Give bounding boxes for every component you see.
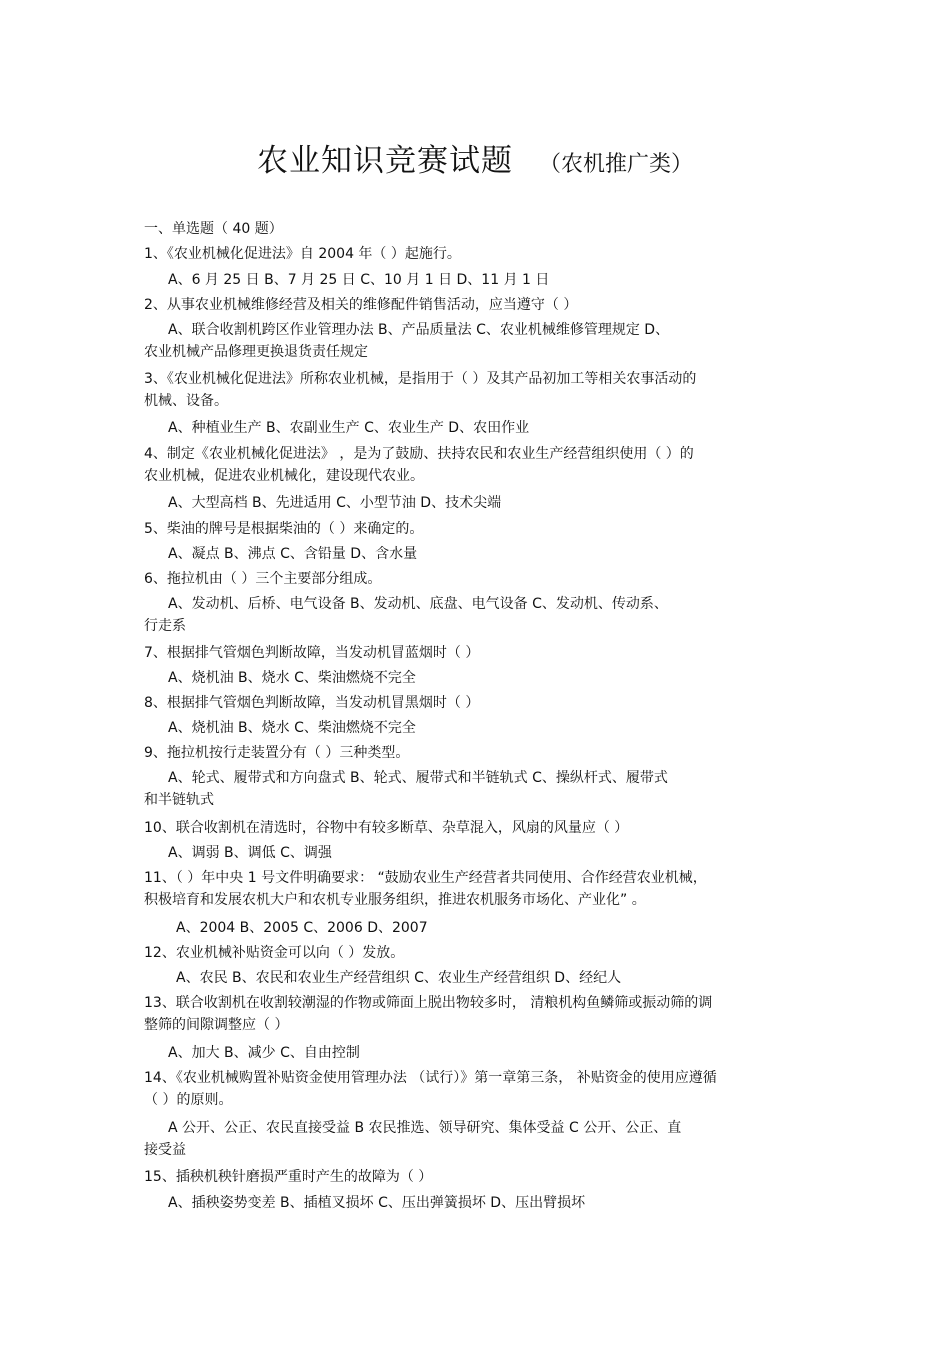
question-15: 15、插秧机秧针磨损严重时产生的故障为（ ）	[144, 1169, 433, 1185]
options-13: A、加大 B、减少 C、自由控制	[168, 1045, 360, 1061]
options-14-cont: 接受益	[144, 1142, 186, 1158]
options-4: A、大型高档 B、先进适用 C、小型节油 D、技术尖端	[168, 495, 502, 511]
question-7: 7、根据排气管烟色判断故障，当发动机冒蓝烟时（ ）	[144, 645, 480, 661]
options-3: A、种植业生产 B、农副业生产 C、农业生产 D、农田作业	[168, 420, 530, 436]
page-title	[0, 135, 950, 180]
question-14-cont: （ ）的原则。	[144, 1092, 233, 1108]
options-8: A、烧机油 B、烧水 C、柴油燃烧不完全	[168, 720, 416, 736]
title-main: 农业知识竞赛试题	[256, 143, 513, 179]
question-13: 13、联合收割机在收割较潮湿的作物或筛面上脱出物较多时， 清粮机构鱼鳞筛或振动筛的调	[144, 995, 713, 1011]
question-11-cont: 积极培育和发展农机大户和农机专业服务组织，推进农机服务市场化、产业化” 。	[144, 892, 646, 908]
question-3: 3、《农业机械化促进法》所称农业机械，是指用于（ ）及其产品初加工等相关农事活动的	[144, 371, 697, 387]
question-9: 9、拖拉机按行走装置分有（ ）三种类型。	[144, 745, 410, 761]
options-2-cont: 农业机械产品修理更换退货责任规定	[144, 344, 368, 360]
question-8: 8、根据排气管烟色判断故障，当发动机冒黑烟时（ ）	[144, 695, 480, 711]
question-5: 5、柴油的牌号是根据柴油的（ ）来确定的。	[144, 521, 424, 537]
options-7: A、烧机油 B、烧水 C、柴油燃烧不完全	[168, 670, 416, 686]
question-4-cont: 农业机械，促进农业机械化，建设现代农业。	[144, 468, 424, 484]
options-1: A、6 月 25 日 B、7 月 25 日 C、10 月 1 日 D、11 月 1 日	[168, 272, 550, 288]
options-6: A、发动机、后桥、电气设备 B、发动机、底盘、电气设备 C、发动机、传动系、	[168, 596, 668, 612]
options-15: A、插秧姿势变差 B、插植叉损坏 C、压出弹簧损坏 D、压出臂损坏	[168, 1195, 586, 1211]
options-9: A、轮式、履带式和方向盘式 B、轮式、履带式和半链轨式 C、操纵杆式、履带式	[168, 770, 668, 786]
question-11: 11、（ ）年中央 1 号文件明确要求： “鼓励农业生产经营者共同使用、合作经营农业机械，	[144, 870, 707, 886]
question-4: 4、制定《农业机械化促进法》 ，是为了鼓励、扶持农民和农业生产经营组织使用（ ）的	[144, 446, 694, 462]
question-2: 2、从事农业机械维修经营及相关的维修配件销售活动，应当遵守（ ）	[144, 297, 578, 313]
options-10: A、调弱 B、调低 C、调强	[168, 845, 332, 861]
question-6: 6、拖拉机由（ ）三个主要部分组成。	[144, 571, 382, 587]
section-heading: 一、单选题（ 40 题）	[144, 221, 283, 237]
question-10: 10、联合收割机在清选时，谷物中有较多断草、杂草混入，风扇的风量应（ ）	[144, 820, 629, 836]
options-5: A、凝点 B、沸点 C、含铅量 D、含水量	[168, 546, 418, 562]
options-11: A、2004 B、2005 C、2006 D、2007	[176, 920, 428, 936]
question-1: 1、《农业机械化促进法》自 2004 年（ ）起施行。	[144, 246, 461, 262]
question-13-cont: 整筛的间隙调整应（ ）	[144, 1017, 289, 1033]
title-subtitle: （农机推广类）	[538, 152, 693, 177]
options-14: A 公开、公正、农民直接受益 B 农民推选、领导研究、集体受益 C 公开、公正、直	[168, 1120, 682, 1136]
options-6-cont: 行走系	[144, 618, 186, 634]
question-12: 12、农业机械补贴资金可以向（ ）发放。	[144, 945, 405, 961]
options-12: A、农民 B、农民和农业生产经营组织 C、农业生产经营组织 D、经纪人	[176, 970, 622, 986]
options-9-cont: 和半链轨式	[144, 792, 214, 808]
question-14: 14、《农业机械购置补贴资金使用管理办法 （试行）》第一章第三条， 补贴资金的使用应遵循	[144, 1070, 717, 1086]
options-2: A、联合收割机跨区作业管理办法 B、产品质量法 C、农业机械维修管理规定 D、	[168, 322, 670, 338]
question-3-cont: 机械、设备。	[144, 393, 228, 409]
